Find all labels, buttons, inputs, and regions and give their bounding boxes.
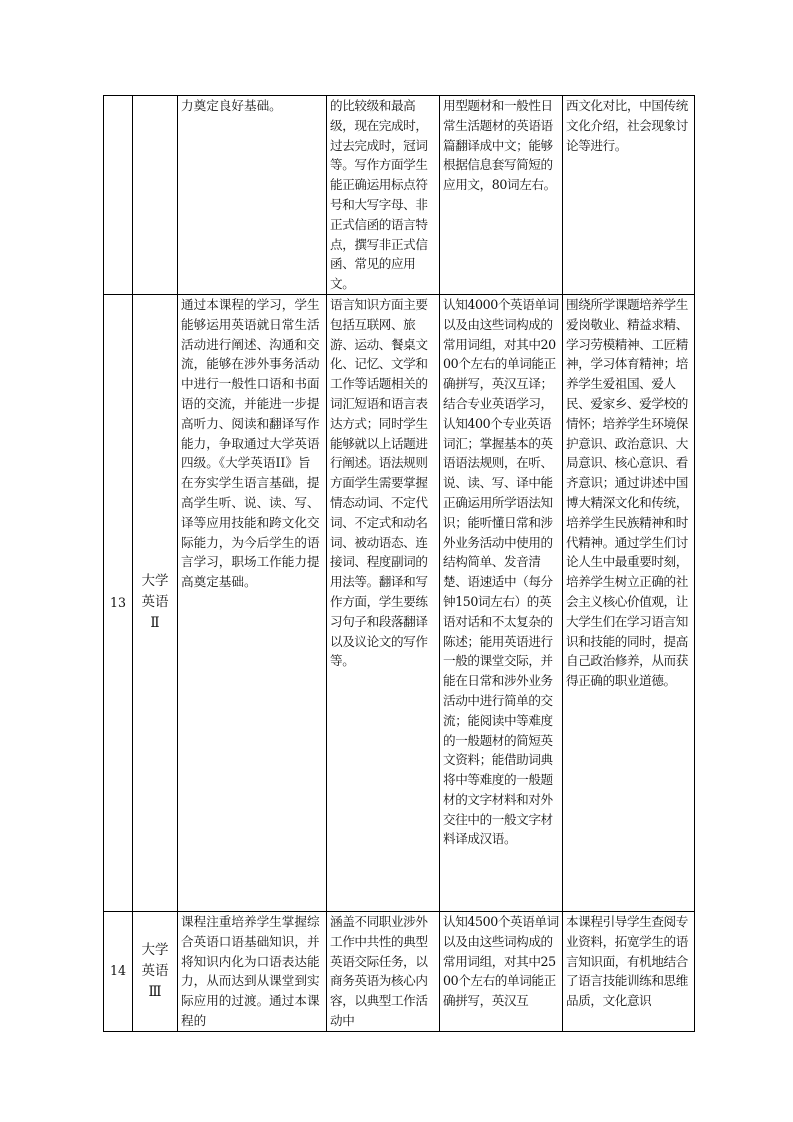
course-table — [103, 95, 695, 1032]
course-requirements: 认知4000个英语单词以及由这些词构成的常用词组，对其中2000个左右的单词能正确拼写，英汉互译；结合专业英语学习，认知400个专业英语词汇；掌握基本的英语语法规则，在听、说、读、写、译中能正确运用所学语法知识；能听懂日常和涉外业务活动中使用的结构简单、发音清楚、语速适中（每分钟150词左右）的英语对话和不太复杂的陈述；能用英语进行一般的课堂交际，并能在日常和涉外业务活动中进行简单的交流；能阅读中等难度的一般题材的简短英文资料；能借助词典将中等难度的一般题材的文字材料和对外交往中的一般文字材料译成汉语。 — [440, 294, 563, 911]
course-objective: 力奠定良好基础。 — [178, 96, 327, 295]
course-requirements: 认知4500个英语单词以及由这些词构成的常用词组，对其中2500个左右的单词能正确拼写，英汉互 — [440, 911, 563, 1031]
course-content: 涵盖不同职业涉外工作中共性的典型英语交际任务，以商务英语为核心内容，以典型工作活动中 — [327, 911, 440, 1031]
course-name — [133, 96, 178, 295]
course-objective: 课程注重培养学生掌握综合英语口语基础知识，并将知识内化为口语表达能力，从而达到从课堂到实际应用的过渡。通过本课程的 — [178, 911, 327, 1031]
course-requirements: 用型题材和一般性日常生活题材的英语语篇翻译成中文；能够根据信息套写简短的应用文，80词左右。 — [440, 96, 563, 295]
table-row — [104, 96, 695, 295]
course-content: 语言知识方面主要包括互联网、旅游、运动、餐桌文化、记忆、文学和工作等话题相关的词汇短语和语言表达方式；同时学生能够就以上话题进行阐述。语法规则方面学生需要掌握情态动词、不定代词、不定式和动名词、被动语态、连接词、程度副词的用法等。翻译和写作方面，学生要练习句子和段落翻译以及议论文的写作等。 — [327, 294, 440, 911]
course-name: 大学英语Ⅲ — [133, 911, 178, 1031]
course-objective: 通过本课程的学习，学生能够运用英语就日常生活活动进行阐述、沟通和交流，能够在涉外事务活动中进行一般性口语和书面语的交流，并能进一步提高听力、阅读和翻译写作能力，争取通过大学英语四级。《大学英语II》旨在夯实学生语言基础，提高学生听、说、读、写、译等应用技能和跨文化交际能力，为今后学生的语言学习，职场工作能力提高奠定基础。 — [178, 294, 327, 911]
course-number: 14 — [104, 911, 133, 1031]
course-number: 13 — [104, 294, 133, 911]
course-ideology: 围绕所学课题培养学生爱岗敬业、精益求精、学习劳模精神、工匠精神，学习体育精神；培养学生爱祖国、爱人民、爱家乡、爱学校的情怀；培养学生环境保护意识、政治意识、大局意识、核心意识、看齐意识；通过讲述中国博大精深文化和传统，培养学生民族精神和时代精神。通过学生们讨论人生中最重要时刻，培养学生树立正确的社会主义核心价值观，让大学生们在学习语言知识和技能的同时，提高自己政治修养，从而获得正确的职业道德。 — [563, 294, 695, 911]
course-number — [104, 96, 133, 295]
table-row — [104, 294, 695, 911]
course-ideology: 西文化对比，中国传统文化介绍，社会现象讨论等进行。 — [563, 96, 695, 295]
course-ideology: 本课程引导学生查阅专业资料，拓宽学生的语言知识面，有机地结合了语言技能训练和思维品质，文化意识 — [563, 911, 695, 1031]
table-row — [104, 911, 695, 1031]
course-content: 的比较级和最高级，现在完成时，过去完成时，冠词等。写作方面学生能正确运用标点符号和大写字母、非正式信函的语言特点，撰写非正式信函、常见的应用文。 — [327, 96, 440, 295]
course-name: 大学英语Ⅱ — [133, 294, 178, 911]
